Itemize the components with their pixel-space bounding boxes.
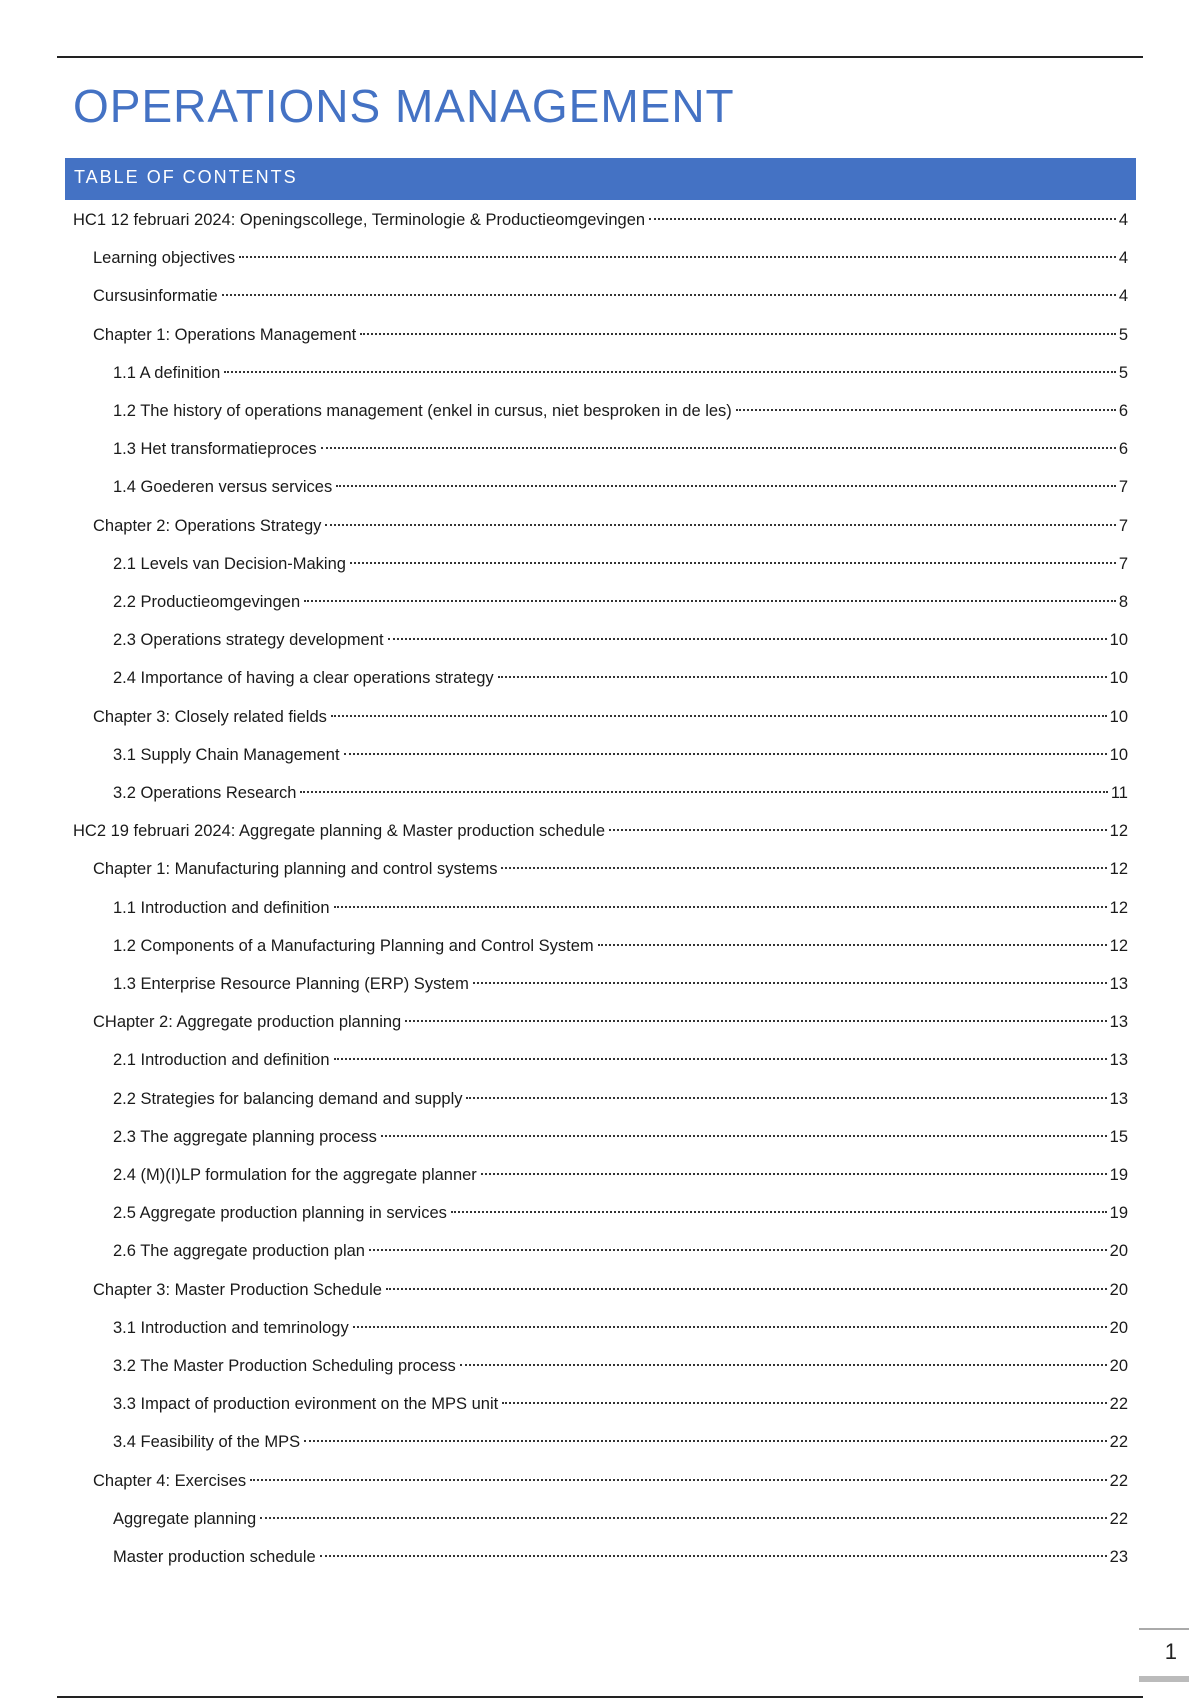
toc-dot-leader <box>609 829 1107 831</box>
toc-entry-title: HC1 12 februari 2024: Openingscollege, Terminologie & Productieomgevingen <box>73 211 646 229</box>
toc-entry-title: Chapter 1: Manufacturing planning and control systems <box>93 860 498 879</box>
page-number-bar <box>1139 1676 1189 1682</box>
toc-entry-title: 2.2 Productieomgevingen <box>113 593 301 611</box>
toc-dot-leader <box>360 333 1116 335</box>
toc-dot-leader <box>325 524 1115 526</box>
toc-entry[interactable] <box>73 969 1128 999</box>
toc-entry[interactable] <box>73 1198 1128 1228</box>
toc-entry-page: 20 <box>1109 1357 1128 1375</box>
toc-entry-title: Master production schedule <box>113 1548 316 1566</box>
toc-entry[interactable] <box>73 1427 1128 1457</box>
toc-entry[interactable] <box>73 205 1128 235</box>
toc-entry-page: 20 <box>1109 1318 1128 1337</box>
toc-dot-leader <box>344 753 1107 755</box>
toc-entry[interactable] <box>73 931 1128 961</box>
toc-dot-leader <box>481 1173 1107 1175</box>
toc-entry-title: 2.5 Aggregate production planning in services <box>113 1204 447 1223</box>
toc-entry[interactable] <box>73 1351 1128 1381</box>
toc-dot-leader <box>498 676 1107 678</box>
toc-entry-page: 12 <box>1109 860 1128 879</box>
toc-entry[interactable] <box>73 625 1128 655</box>
toc-entry-title: 3.4 Feasibility of the MPS <box>113 1433 301 1452</box>
toc-dot-leader <box>649 218 1116 220</box>
toc-entry[interactable] <box>73 854 1128 884</box>
toc-entry-page: 20 <box>1109 1280 1128 1299</box>
toc-dot-leader <box>334 1058 1107 1060</box>
toc-entry-title: 2.1 Introduction and definition <box>113 1051 330 1070</box>
toc-entry[interactable] <box>73 1466 1128 1496</box>
toc-entry-title: 2.4 Importance of having a clear operations strategy <box>113 669 494 688</box>
toc-entry[interactable] <box>73 1389 1128 1419</box>
toc-dot-leader <box>321 447 1116 449</box>
toc-entry-title: 2.3 Operations strategy development <box>113 631 384 650</box>
toc-entry[interactable] <box>73 1504 1128 1534</box>
toc-entry-page: 12 <box>1109 822 1128 841</box>
toc-entry[interactable] <box>73 702 1128 732</box>
toc-dot-leader <box>300 791 1107 793</box>
toc-entry-title: HC2 19 februari 2024: Aggregate planning & Master production schedule <box>73 822 606 841</box>
toc-dot-leader <box>250 1479 1106 1481</box>
toc-entry-title: 1.2 Components of a Manufacturing Planning and Control System <box>113 936 594 955</box>
toc-dot-leader <box>331 715 1107 717</box>
toc-entry[interactable] <box>73 1122 1128 1152</box>
toc-entry-page: 22 <box>1109 1433 1128 1452</box>
toc-entry[interactable] <box>73 472 1128 502</box>
toc-entry-page: 15 <box>1109 1127 1128 1146</box>
toc-entry-page: 11 <box>1110 784 1128 802</box>
toc-entry-page: 19 <box>1109 1166 1128 1184</box>
toc-dot-leader <box>304 600 1116 602</box>
toc-dot-leader <box>222 294 1116 296</box>
toc-heading: TABLE OF CONTENTS <box>74 167 298 187</box>
toc-entry-title: 1.3 Het transformatieproces <box>113 440 317 459</box>
toc-entry-page: 13 <box>1109 975 1128 993</box>
toc-entry-page: 12 <box>1109 936 1128 955</box>
toc-entry-title: 3.3 Impact of production evironment on the MPS unit <box>113 1395 499 1414</box>
toc-entry-page: 6 <box>1118 440 1128 459</box>
toc-entry[interactable] <box>73 549 1128 579</box>
toc-dot-leader <box>350 562 1116 564</box>
toc-entry-title: 3.1 Introduction and temrinology <box>113 1318 349 1337</box>
toc-entry[interactable] <box>73 358 1128 388</box>
toc-entry-page: 4 <box>1118 211 1128 229</box>
toc-entry-page: 7 <box>1118 478 1128 497</box>
toc-entry-title: 3.2 The Master Production Scheduling process <box>113 1357 456 1375</box>
toc-entry[interactable] <box>73 320 1128 350</box>
toc-entry-title: Chapter 3: Master Production Schedule <box>93 1280 382 1299</box>
toc-entry-page: 13 <box>1109 1089 1128 1108</box>
toc-entry-page: 12 <box>1109 898 1128 917</box>
toc-entry[interactable] <box>73 1236 1128 1266</box>
toc-entry-page: 7 <box>1118 516 1128 535</box>
toc-entry-title: 1.2 The history of operations management (enkel in cursus, niet besproken in de les) <box>113 402 732 420</box>
toc-dot-leader <box>473 982 1107 984</box>
toc-entry[interactable] <box>73 1084 1128 1114</box>
toc-entry-title: 2.6 The aggregate production plan <box>113 1242 365 1261</box>
toc-heading-banner <box>65 158 1136 200</box>
toc-entry-page: 22 <box>1109 1395 1128 1414</box>
toc-entry-page: 10 <box>1109 707 1128 726</box>
toc-entry-title: 2.1 Levels van Decision-Making <box>113 554 346 573</box>
toc-entry[interactable] <box>73 816 1128 846</box>
footer-rule <box>57 1696 1143 1698</box>
toc-entry[interactable] <box>73 396 1128 426</box>
toc-entry[interactable] <box>73 281 1128 311</box>
toc-entry[interactable] <box>73 893 1128 923</box>
toc-entry-page: 4 <box>1118 249 1128 268</box>
page-number-rule <box>1139 1628 1189 1630</box>
toc-entry-title: Chapter 4: Exercises <box>93 1471 247 1490</box>
toc-entry[interactable] <box>73 663 1128 693</box>
toc-dot-leader <box>451 1211 1107 1213</box>
toc-entry-page: 6 <box>1118 402 1128 420</box>
toc-entry-title: 2.4 (M)(I)LP formulation for the aggregate planner <box>113 1166 477 1184</box>
toc-dot-leader <box>334 906 1107 908</box>
toc-entry[interactable] <box>73 740 1128 770</box>
toc-entry-page: 5 <box>1118 325 1128 344</box>
toc-entry[interactable] <box>73 243 1128 273</box>
toc-entry-title: Chapter 1: Operations Management <box>93 325 357 344</box>
toc-entry-title: Learning objectives <box>93 249 236 268</box>
toc-entry-page: 22 <box>1109 1471 1128 1490</box>
page-number: 1 <box>1164 1639 1177 1664</box>
toc-dot-leader <box>304 1440 1107 1442</box>
toc-entry-title: 3.2 Operations Research <box>113 784 297 802</box>
toc-entry-page: 8 <box>1118 593 1128 611</box>
toc-entry[interactable] <box>73 1007 1128 1037</box>
toc-dot-leader <box>260 1517 1107 1519</box>
toc-entry-title: Cursusinformatie <box>93 287 218 306</box>
toc-entry-title: 1.3 Enterprise Resource Planning (ERP) System <box>113 975 469 993</box>
toc-entry-page: 4 <box>1118 287 1128 306</box>
toc-dot-leader <box>598 944 1107 946</box>
toc-entry-page: 13 <box>1109 1013 1128 1032</box>
toc-entry[interactable] <box>73 1542 1128 1572</box>
document-title: OPERATIONS MANAGEMENT <box>73 80 735 132</box>
toc-entry[interactable] <box>73 1045 1128 1075</box>
toc-dot-leader <box>501 867 1106 869</box>
toc-dot-leader <box>336 485 1116 487</box>
toc-dot-leader <box>239 256 1116 258</box>
toc-entry-title: Chapter 2: Operations Strategy <box>93 516 322 535</box>
toc-dot-leader <box>466 1097 1106 1099</box>
toc-entry-page: 10 <box>1109 669 1128 688</box>
toc-entry-title: 2.3 The aggregate planning process <box>113 1127 377 1146</box>
header-rule <box>57 56 1143 58</box>
toc-entry[interactable] <box>73 1313 1128 1343</box>
toc-dot-leader <box>386 1288 1107 1290</box>
toc-dot-leader <box>381 1135 1107 1137</box>
toc-entry-title: 1.1 Introduction and definition <box>113 898 330 917</box>
toc-dot-leader <box>369 1249 1107 1251</box>
toc-entry-title: Chapter 3: Closely related fields <box>93 707 327 726</box>
toc-entry-page: 7 <box>1118 554 1128 573</box>
toc-entry-page: 22 <box>1109 1509 1128 1528</box>
toc-entry[interactable] <box>73 778 1128 808</box>
toc-dot-leader <box>320 1555 1107 1557</box>
toc-entry-page: 10 <box>1109 631 1128 650</box>
toc-entry-title: 1.1 A definition <box>113 363 221 382</box>
toc-entry[interactable] <box>73 1160 1128 1190</box>
toc-dot-leader <box>224 371 1115 373</box>
toc-dot-leader <box>353 1326 1107 1328</box>
toc-entry[interactable] <box>73 511 1128 541</box>
toc-dot-leader <box>388 638 1107 640</box>
toc-dot-leader <box>736 409 1116 411</box>
toc-entry-page: 20 <box>1109 1242 1128 1261</box>
page-number-box <box>1139 1628 1189 1678</box>
toc-entry-title: CHapter 2: Aggregate production planning <box>93 1013 402 1032</box>
toc-entry-page: 5 <box>1118 363 1128 382</box>
toc-entry-page: 10 <box>1109 745 1128 764</box>
toc-entry-title: Aggregate planning <box>113 1509 257 1528</box>
toc-entry[interactable] <box>73 434 1128 464</box>
toc-entry[interactable] <box>73 1275 1128 1305</box>
toc-dot-leader <box>460 1364 1107 1366</box>
toc-entry-title: 2.2 Strategies for balancing demand and supply <box>113 1089 463 1108</box>
toc-entry-title: 3.1 Supply Chain Management <box>113 745 340 764</box>
toc-entry-title: 1.4 Goederen versus services <box>113 478 333 497</box>
toc-entry[interactable] <box>73 587 1128 617</box>
toc-entry-page: 13 <box>1109 1051 1128 1070</box>
toc-entry-page: 23 <box>1109 1548 1128 1566</box>
toc-entry-page: 19 <box>1109 1204 1128 1223</box>
toc-dot-leader <box>502 1402 1106 1404</box>
toc-dot-leader <box>405 1020 1106 1022</box>
